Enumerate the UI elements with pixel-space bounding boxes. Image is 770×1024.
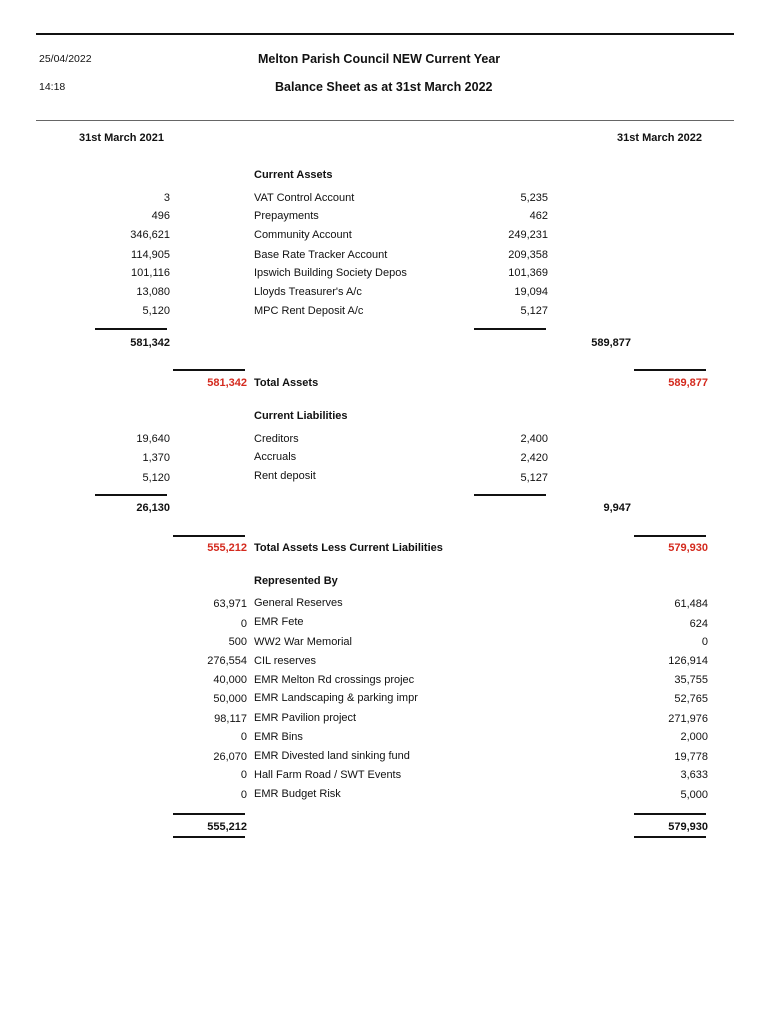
asset-current: 101,369 [508, 267, 548, 279]
reserve-prior: 98,117 [214, 713, 247, 725]
reserve-current: 52,765 [674, 693, 708, 705]
asset-current: 249,231 [508, 229, 548, 241]
report-time: 14:18 [39, 81, 66, 93]
reserve-label: EMR Landscaping & parking impr [254, 692, 418, 704]
top-rule [36, 33, 734, 35]
current-liabilities-heading: Current Liabilities [254, 410, 348, 422]
reserve-label: EMR Divested land sinking fund [254, 750, 410, 762]
reserves-total-prior: 555,212 [207, 821, 247, 833]
column-current-year: 31st March 2022 [617, 132, 702, 144]
current-assets-heading: Current Assets [254, 169, 333, 181]
asset-label: VAT Control Account [254, 192, 355, 204]
reserve-current: 61,484 [674, 598, 708, 610]
reserve-prior: 0 [240, 769, 247, 781]
assets-subtotal-rule-prior [95, 328, 167, 330]
reserve-current: 19,778 [674, 751, 708, 763]
asset-prior: 13,080 [136, 286, 170, 298]
reserve-label: WW2 War Memorial [254, 636, 352, 648]
total-assets-rule-prior [173, 369, 245, 371]
liability-current: 2,400 [520, 433, 548, 445]
total-assets-current: 589,877 [668, 377, 708, 389]
reserve-label: EMR Pavilion project [254, 712, 357, 724]
liability-prior: 5,120 [142, 472, 170, 484]
report-title: Melton Parish Council NEW Current Year [258, 52, 501, 66]
asset-current: 209,358 [508, 249, 548, 261]
reserve-current: 126,914 [668, 655, 708, 667]
column-prior-year: 31st March 2021 [79, 132, 164, 144]
reserve-prior: 63,971 [213, 598, 247, 610]
asset-label: Base Rate Tracker Account [254, 249, 388, 261]
asset-label: Lloyds Treasurer's A/c [254, 286, 362, 298]
liability-prior: 19,640 [136, 433, 170, 445]
asset-prior: 346,621 [130, 229, 170, 241]
reserve-current: 624 [689, 618, 708, 630]
reserves-total-underline-current [634, 836, 706, 838]
liabilities-subtotal-current: 9,947 [603, 502, 631, 514]
header-separator [36, 120, 734, 121]
reserve-prior: 276,554 [207, 655, 247, 667]
reserve-current: 2,000 [680, 731, 708, 743]
liability-current: 2,420 [520, 452, 548, 464]
total-assets-rule-current [634, 369, 706, 371]
reserves-total-rule-current [634, 813, 706, 815]
assets-subtotal-current: 589,877 [591, 337, 631, 349]
report-date: 25/04/2022 [39, 53, 92, 65]
total-assets-label: Total Assets [254, 377, 319, 389]
reserve-prior: 0 [240, 731, 247, 743]
assets-subtotal-prior: 581,342 [130, 337, 170, 349]
asset-current: 5,235 [520, 192, 548, 204]
reserve-prior: 0 [240, 618, 247, 630]
reserve-current: 35,755 [674, 674, 708, 686]
reserves-total-underline-prior [173, 836, 245, 838]
net-assets-prior: 555,212 [207, 542, 247, 554]
reserve-prior: 26,070 [213, 751, 247, 763]
reserve-current: 5,000 [680, 789, 708, 801]
liability-label: Rent deposit [254, 470, 316, 482]
liabilities-subtotal-prior: 26,130 [136, 502, 170, 514]
represented-by-heading: Represented By [254, 575, 338, 587]
asset-current: 19,094 [514, 286, 548, 298]
report-subtitle: Balance Sheet as at 31st March 2022 [275, 80, 493, 94]
net-assets-current: 579,930 [668, 542, 708, 554]
reserve-prior: 50,000 [213, 693, 247, 705]
asset-label: MPC Rent Deposit A/c [254, 305, 364, 317]
asset-prior: 496 [151, 210, 170, 222]
reserves-total-current: 579,930 [668, 821, 708, 833]
reserve-label: EMR Bins [254, 731, 303, 743]
reserve-label: General Reserves [254, 597, 343, 609]
asset-prior: 101,116 [131, 267, 170, 279]
reserve-current: 0 [701, 636, 708, 648]
total-assets-prior: 581,342 [207, 377, 247, 389]
asset-current: 462 [529, 210, 548, 222]
reserve-label: EMR Budget Risk [254, 788, 341, 800]
net-assets-rule-current [634, 535, 706, 537]
asset-prior: 114,905 [131, 249, 170, 261]
liability-label: Creditors [254, 433, 299, 445]
reserve-current: 271,976 [668, 713, 708, 725]
liabilities-subtotal-rule-prior [95, 494, 167, 496]
net-assets-label: Total Assets Less Current Liabilities [254, 542, 443, 554]
reserve-label: EMR Melton Rd crossings projec [254, 674, 415, 686]
asset-label: Community Account [254, 229, 352, 241]
assets-subtotal-rule-current [474, 328, 546, 330]
reserve-label: CIL reserves [254, 655, 316, 667]
asset-label: Prepayments [254, 210, 319, 222]
reserves-total-rule-prior [173, 813, 245, 815]
reserve-prior: 40,000 [213, 674, 247, 686]
reserve-label: Hall Farm Road / SWT Events [254, 769, 402, 781]
reserve-prior: 0 [240, 789, 247, 801]
liabilities-subtotal-rule-current [474, 494, 546, 496]
net-assets-rule-prior [173, 535, 245, 537]
asset-prior: 5,120 [142, 305, 170, 317]
reserve-prior: 500 [228, 636, 247, 648]
liability-current: 5,127 [520, 472, 548, 484]
reserve-label: EMR Fete [254, 616, 304, 628]
liability-label: Accruals [254, 451, 297, 463]
liability-prior: 1,370 [142, 452, 170, 464]
reserve-current: 3,633 [680, 769, 708, 781]
asset-prior: 3 [163, 192, 170, 204]
asset-label: Ipswich Building Society Depos [254, 267, 407, 279]
asset-current: 5,127 [520, 305, 548, 317]
